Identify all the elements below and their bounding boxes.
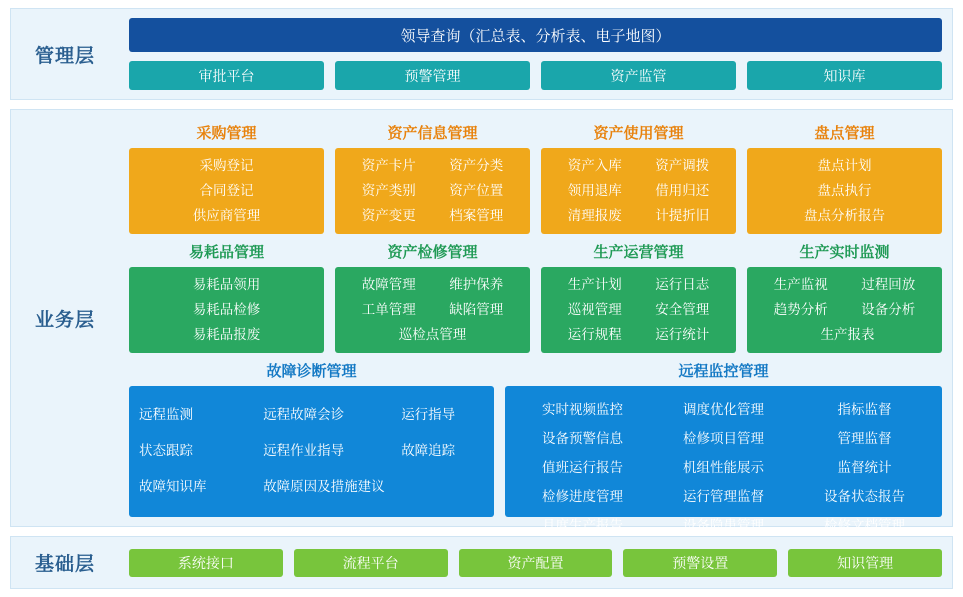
list-item <box>551 207 726 225</box>
item-operation-statistics[interactable]: 运行统计 <box>655 327 710 342</box>
item-fault-tracing[interactable]: 故障追踪 <box>401 443 456 458</box>
item-requisition-return[interactable]: 领用退库 <box>567 183 622 198</box>
management-layer-label: 管理层 <box>34 45 95 67</box>
management-items-row <box>129 61 942 90</box>
item-process-playback[interactable]: 过程回放 <box>861 277 916 292</box>
list-item <box>551 301 726 319</box>
group-consumables-management <box>129 238 324 353</box>
item-operation-procedure[interactable]: 运行规程 <box>567 327 622 342</box>
list-item <box>551 326 726 344</box>
management-item-knowledge-base[interactable]: 知识库 <box>747 61 942 90</box>
management-layer-band <box>10 8 953 100</box>
base-item-system-interface[interactable]: 系统接口 <box>129 549 283 577</box>
group-remote-monitoring-management <box>505 357 942 533</box>
list-item <box>139 326 314 344</box>
box-purchase <box>129 148 324 234</box>
item-asset-category[interactable]: 资产类别 <box>361 183 416 198</box>
item-borrow-return[interactable]: 借用归还 <box>655 183 710 198</box>
group-production-operation-management <box>541 238 736 353</box>
leader-query-banner[interactable]: 领导查询（汇总表、分析表、电子地图） <box>129 18 942 52</box>
box-realtime-monitoring <box>747 267 942 353</box>
item-monthly-production-report[interactable]: 月度生产报告 <box>542 518 623 533</box>
list-item <box>139 475 484 495</box>
item-consumable-scrap[interactable]: 易耗品报废 <box>192 327 261 342</box>
item-status-tracking[interactable]: 状态跟踪 <box>139 443 193 458</box>
item-fault-knowledge-base[interactable]: 故障知识库 <box>139 479 207 494</box>
item-consumable-repair[interactable]: 易耗品检修 <box>192 302 261 317</box>
group-asset-info-management <box>335 119 530 234</box>
item-equipment-hazard-management[interactable]: 设备隐患管理 <box>683 518 764 533</box>
list-item <box>757 207 932 225</box>
box-asset-info <box>335 148 530 234</box>
item-purchase-register[interactable]: 采购登记 <box>199 158 254 173</box>
item-operation-log[interactable]: 运行日志 <box>655 277 710 292</box>
item-operation-management-supervision[interactable]: 运行管理监督 <box>683 489 764 504</box>
box-production-operation <box>541 267 736 353</box>
item-remote-monitoring[interactable]: 远程监测 <box>139 407 193 422</box>
item-maintenance-upkeep[interactable]: 维护保养 <box>449 277 504 292</box>
list-item <box>345 207 520 225</box>
base-layer-label: 基础层 <box>34 554 95 575</box>
item-maintenance-document-management[interactable]: 检修文档管理 <box>824 518 905 533</box>
box-consumables <box>129 267 324 353</box>
group-title-asset-usage: 资产使用管理 <box>593 125 684 142</box>
group-purchase-management <box>129 119 324 234</box>
list-item <box>139 403 484 423</box>
business-row-blue <box>129 357 942 533</box>
group-title-production-operation: 生产运营管理 <box>593 244 684 261</box>
item-asset-inbound[interactable]: 资产入库 <box>567 158 622 173</box>
management-item-approval[interactable]: 审批平台 <box>129 61 324 90</box>
item-equipment-warning-info[interactable]: 设备预警信息 <box>542 431 623 446</box>
list-item <box>757 326 932 344</box>
group-title-remote-monitoring: 远程监控管理 <box>678 363 769 380</box>
item-duty-operation-report[interactable]: 值班运行报告 <box>542 460 623 475</box>
item-remote-work-guidance[interactable]: 远程作业指导 <box>263 443 345 458</box>
item-consumable-requisition[interactable]: 易耗品领用 <box>192 277 261 292</box>
list-item <box>139 182 314 200</box>
item-production-monitoring[interactable]: 生产监视 <box>773 277 828 292</box>
item-asset-change[interactable]: 资产变更 <box>361 208 416 223</box>
group-title-purchase: 采购管理 <box>196 125 257 142</box>
management-item-asset-supervision[interactable]: 资产监管 <box>541 61 736 90</box>
management-item-warning[interactable]: 预警管理 <box>335 61 530 90</box>
item-fault-cause-suggestion[interactable]: 故障原因及措施建议 <box>263 479 385 494</box>
list-item <box>551 276 726 294</box>
list-item <box>345 326 520 344</box>
group-fault-diagnosis-management <box>129 357 494 517</box>
management-layer-body <box>119 9 952 99</box>
list-item <box>757 276 932 294</box>
list-item <box>757 301 932 319</box>
item-operation-guidance[interactable]: 运行指导 <box>401 407 456 422</box>
item-asset-card[interactable]: 资产卡片 <box>361 158 416 173</box>
item-production-plan[interactable]: 生产计划 <box>567 277 622 292</box>
item-remote-fault-consultation[interactable]: 远程故障会诊 <box>263 407 345 422</box>
group-inventory-management <box>747 119 942 234</box>
item-work-order-management[interactable]: 工单管理 <box>361 302 416 317</box>
item-inventory-execution[interactable]: 盘点执行 <box>817 183 872 198</box>
group-title-realtime-monitoring: 生产实时监测 <box>799 244 890 261</box>
base-item-warning-settings[interactable]: 预警设置 <box>623 549 777 577</box>
list-item <box>139 157 314 175</box>
group-asset-maintenance-management <box>335 238 530 353</box>
list-item <box>551 157 726 175</box>
list-item <box>345 182 520 200</box>
box-asset-maintenance <box>335 267 530 353</box>
box-asset-usage <box>541 148 736 234</box>
item-realtime-video-monitoring[interactable]: 实时视频监控 <box>542 402 623 417</box>
item-inspection-point-management[interactable]: 巡检点管理 <box>398 327 467 342</box>
list-item <box>757 157 932 175</box>
group-production-realtime-monitoring <box>747 238 942 353</box>
base-items-row <box>129 549 942 577</box>
item-patrol-management[interactable]: 巡视管理 <box>567 302 622 317</box>
item-archive-management[interactable]: 档案管理 <box>449 208 504 223</box>
business-layer-body <box>119 110 952 533</box>
business-layer-label: 业务层 <box>34 309 95 331</box>
item-scrap-clearing[interactable]: 清理报废 <box>567 208 622 223</box>
group-title-inventory: 盘点管理 <box>814 125 875 142</box>
group-title-asset-info: 资产信息管理 <box>387 125 478 142</box>
item-production-report[interactable]: 生产报表 <box>820 327 875 342</box>
item-maintenance-progress-management[interactable]: 检修进度管理 <box>542 489 623 504</box>
list-item <box>551 182 726 200</box>
item-asset-location[interactable]: 资产位置 <box>449 183 504 198</box>
item-equipment-analysis[interactable]: 设备分析 <box>861 302 916 317</box>
list-item <box>345 157 520 175</box>
item-indicator-supervision[interactable]: 指标监督 <box>837 402 892 417</box>
item-defect-management[interactable]: 缺陷管理 <box>449 302 504 317</box>
group-title-asset-maintenance: 资产检修管理 <box>387 244 478 261</box>
item-asset-classification[interactable]: 资产分类 <box>449 158 504 173</box>
item-equipment-status-report[interactable]: 设备状态报告 <box>824 489 905 504</box>
item-management-supervision[interactable]: 管理监督 <box>837 431 892 446</box>
item-unit-performance-display[interactable]: 机组性能展示 <box>683 460 764 475</box>
item-supervision-statistics[interactable]: 监督统计 <box>837 460 892 475</box>
list-item <box>757 182 932 200</box>
base-item-process-platform[interactable]: 流程平台 <box>294 549 448 577</box>
group-asset-usage-management <box>541 119 736 234</box>
list-item <box>345 301 520 319</box>
item-maintenance-project-management[interactable]: 检修项目管理 <box>683 431 764 446</box>
item-dispatch-optimization[interactable]: 调度优化管理 <box>683 402 764 417</box>
base-item-knowledge-management[interactable]: 知识管理 <box>788 549 942 577</box>
box-fault-diagnosis <box>129 386 494 517</box>
list-item <box>139 439 484 459</box>
item-inventory-plan[interactable]: 盘点计划 <box>817 158 872 173</box>
business-layer-band <box>10 109 953 533</box>
list-item <box>139 207 314 225</box>
box-remote-monitoring <box>505 386 942 533</box>
business-row-orange <box>129 119 942 234</box>
group-title-consumables: 易耗品管理 <box>188 244 264 261</box>
list-item <box>139 276 314 294</box>
item-asset-transfer[interactable]: 资产调拨 <box>655 158 710 173</box>
item-supplier-management[interactable]: 供应商管理 <box>192 208 261 223</box>
box-inventory <box>747 148 942 234</box>
group-title-fault-diagnosis: 故障诊断管理 <box>266 363 357 380</box>
item-safety-management[interactable]: 安全管理 <box>655 302 710 317</box>
business-row-green <box>129 238 942 353</box>
item-inventory-report[interactable]: 盘点分析报告 <box>804 208 885 223</box>
item-contract-register[interactable]: 合同登记 <box>199 183 254 198</box>
base-layer-band <box>10 536 953 589</box>
list-item <box>139 301 314 319</box>
list-item <box>345 276 520 294</box>
base-layer-body <box>119 540 952 586</box>
item-fault-management[interactable]: 故障管理 <box>361 277 416 292</box>
item-depreciation[interactable]: 计提折旧 <box>655 208 710 223</box>
base-item-asset-config[interactable]: 资产配置 <box>459 549 613 577</box>
item-trend-analysis[interactable]: 趋势分析 <box>773 302 828 317</box>
